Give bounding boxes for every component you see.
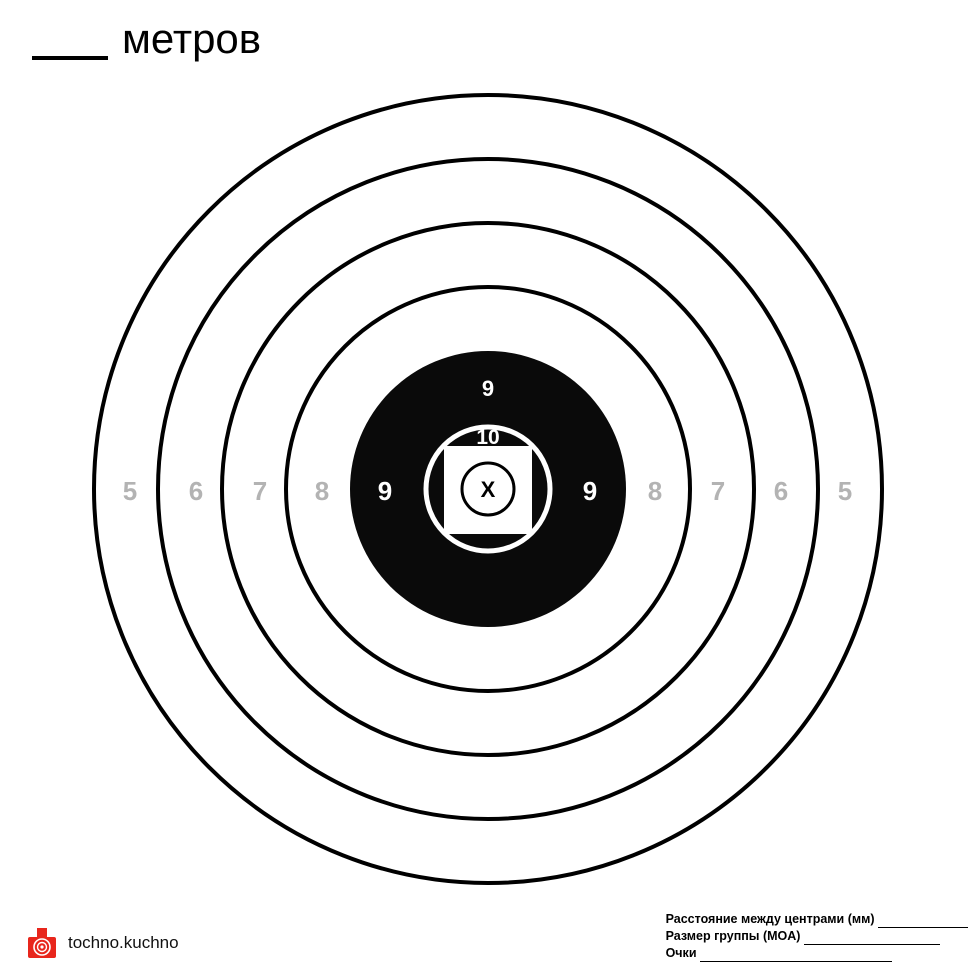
bullseye-x-label: X: [480, 477, 496, 502]
target-logo-icon: [28, 928, 56, 958]
ring-label-right-8: 8: [647, 476, 663, 506]
ring-label-left-9: 9: [377, 476, 393, 506]
field-label-group-size: Размер группы (MOA): [665, 929, 801, 943]
ring-label-top-9: 9: [481, 376, 495, 401]
field-input-center-distance[interactable]: [878, 915, 968, 928]
field-input-score[interactable]: [700, 949, 892, 962]
ring-label-left-6: 6: [188, 476, 204, 506]
ring-label-right-5: 5: [837, 476, 853, 506]
brand-footer: [28, 928, 179, 958]
field-label-score: Очки: [665, 946, 697, 960]
field-row-group-size: [666, 928, 968, 945]
field-input-group-size[interactable]: [804, 932, 940, 945]
field-label-center-distance: Расстояние между центрами (мм): [665, 912, 875, 926]
measurement-fields: [666, 911, 968, 962]
ring-label-right-9: 9: [582, 476, 598, 506]
ring-label-right-7: 7: [710, 476, 726, 506]
ring-label-left-8: 8: [314, 476, 330, 506]
ring-label-left-7: 7: [252, 476, 268, 506]
ring-label-top-10: 10: [476, 426, 500, 449]
field-row-score: [666, 945, 968, 962]
brand-name: tochno.kuchno: [68, 933, 179, 952]
ring-label-right-6: 6: [773, 476, 789, 506]
distance-unit-label: метров: [122, 15, 262, 62]
field-row-center-distance: [666, 911, 968, 928]
ring-label-left-5: 5: [122, 476, 138, 506]
